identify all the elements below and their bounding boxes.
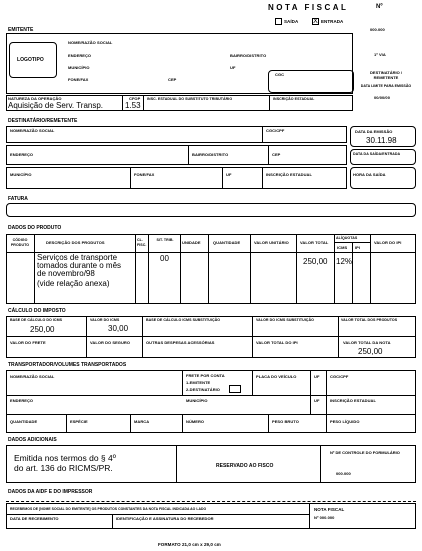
destinatario-section-title: DESTINATÁRIO/REMETENTE: [8, 118, 78, 124]
dest-municipio-label: MUNICÍPIO: [10, 172, 32, 177]
dest-row1: [6, 126, 347, 143]
fatura-section-title: FATURA: [8, 196, 28, 202]
recibo-data-label: DATA DE RECEBIMENTO: [10, 516, 59, 521]
transporte-section-title: TRANSPORTADOR/VOLUMES TRANSPORTADOS: [8, 362, 127, 368]
natureza-label: NATUREZA DA OPERAÇÃO: [8, 96, 62, 101]
divider: [269, 95, 270, 111]
produto-desc-line: (vide relação anexa): [37, 279, 110, 288]
divider: [130, 414, 131, 433]
divider: [176, 445, 177, 483]
emitente-nome-label: NOME/RAZÃO SOCIAL: [68, 40, 113, 45]
divider: [142, 316, 143, 337]
divider: [338, 316, 339, 337]
dest-row3: [6, 167, 347, 189]
divider: [326, 395, 327, 415]
serie-number: 000.000: [370, 27, 385, 32]
divider: [142, 336, 143, 358]
natureza-value: Aquisição de Serv. Transp.: [8, 101, 104, 110]
produto-desc-line: tomados durante o mês: [37, 261, 122, 270]
logotipo-placeholder: LOGOTIPO: [17, 57, 44, 63]
placa-label: PLACA DO VEÍCULO: [256, 374, 297, 379]
divider: [86, 316, 87, 337]
transp-municipio-label: MUNICÍPIO: [186, 398, 208, 403]
reservado-fisco: RESERVADO AO FISCO: [216, 463, 274, 469]
entrada-mark: X: [313, 18, 318, 25]
adicionais-section-title: DADOS ADICIONAIS: [8, 437, 57, 443]
hora-box: [350, 167, 416, 189]
divider: [310, 395, 311, 415]
divider: [250, 234, 251, 304]
divider: [252, 316, 253, 337]
transp-endereco-label: ENDEREÇO: [10, 398, 34, 403]
divider: [310, 370, 311, 396]
seguro-label: VALOR DO SEGURO: [90, 340, 131, 345]
divider: [182, 370, 183, 396]
emissao-label: DATA DA EMISSÃO: [355, 129, 393, 134]
divider: [334, 234, 335, 304]
via-label: 1ª VIA: [374, 52, 386, 57]
produto-desc-line: de novembro/98: [37, 269, 95, 278]
nota-number-label: Nº: [376, 4, 383, 10]
ipi-total-label: VALOR TOTAL DO IPI: [256, 340, 298, 345]
divider: [338, 336, 339, 358]
base-icms-label: BASE DE CÁLCULO DO ICMS: [10, 318, 63, 322]
adicionais-text-line: do art. 136 do RICMS/PR.: [14, 463, 113, 473]
emitente-uf-label: UF: [230, 65, 236, 70]
divider: [320, 445, 321, 483]
divider: [370, 234, 371, 304]
produto-sittrib: 00: [160, 254, 169, 263]
nota-fiscal-title: NOTA FISCAL: [268, 3, 349, 12]
transp-especie-label: ESPÉCIE: [70, 419, 88, 424]
transp-peso-bruto-label: PESO BRUTO: [272, 419, 299, 424]
col-clfisc: CL. FISC.: [137, 238, 147, 247]
divider: [326, 370, 327, 396]
cfop-label: CFOP: [129, 96, 141, 101]
divider: [262, 167, 263, 189]
divider: [252, 336, 253, 358]
divider: [188, 145, 189, 165]
divider: [268, 145, 269, 165]
insc-st-label: INSC. ESTADUAL DO SUBSTITUTO TRIBUTÁRIO: [147, 97, 233, 101]
divider: [66, 414, 67, 433]
transp-uf-label: UF: [314, 374, 320, 379]
transp-numero-label: NÚMERO: [186, 419, 205, 424]
divider: [208, 234, 209, 304]
emitente-cgc-label: CGC: [275, 72, 285, 77]
emissao-value: 30.11.98: [366, 136, 397, 145]
transp-insc-label: INSCRIÇÃO ESTADUAL: [330, 398, 376, 403]
base-sub-label: BASE DE CÁLCULO ICMS SUBSTITUIÇÃO: [146, 318, 221, 322]
transp-qtd-label: QUANTIDADE: [10, 419, 38, 424]
divider: [182, 414, 183, 433]
frete-opcao-2: 2-DESTINATÁRIO: [186, 387, 220, 392]
frete-input[interactable]: [229, 385, 241, 393]
aidf-section-title: DADOS DA AIDF E DO IMPRESSOR: [8, 489, 93, 495]
divider: [326, 414, 327, 433]
recibo-ident-label: IDENTIFICAÇÃO E ASSINATURA DO RECEBEDOR: [116, 516, 214, 521]
valor-icms-label: VALOR DO ICMS: [90, 318, 120, 322]
divider: [6, 514, 309, 515]
transp-uf2-label: UF: [314, 398, 320, 403]
fatura-box: [6, 203, 416, 217]
transp-nome-label: NOME/RAZÃO SOCIAL: [10, 374, 55, 379]
divider: [268, 414, 269, 433]
dest-bairro-label: BAIRRO/DISTRITO: [192, 152, 229, 157]
produto-vtotal: 250,00: [303, 257, 328, 266]
emitente-cep-label: CEP: [168, 77, 177, 82]
entrada-label: ENTRADA: [321, 19, 344, 24]
produto-icms: 12%: [336, 257, 353, 266]
frete-conta-label: FRETE POR CONTA: [186, 373, 225, 378]
dest-row2: [6, 145, 347, 165]
dest-fone-label: FONE/FAX: [134, 172, 155, 177]
recibo-text: RECEBEMOS DE [NOME SOCIAL DO EMITENTE] OS PRODUTOS CONSTANTES DA NOTA FISCAL INDICADA AO LADO: [10, 507, 207, 511]
formato-label: FORMATO 21,0 cm x 29,0 cm: [158, 542, 221, 547]
divider: [252, 370, 253, 396]
col-icms: ICMS: [337, 245, 348, 250]
transp-marca-label: MARCA: [134, 419, 150, 424]
col-quantidade: QUANTIDADE: [213, 240, 241, 245]
col-vunit: VALOR UNITÁRIO: [254, 240, 289, 245]
emitente-endereco-label: ENDEREÇO: [68, 53, 92, 58]
divider: [86, 336, 87, 358]
nota-total-label: VALOR TOTAL DA NOTA: [343, 340, 391, 345]
col-sittrib: SIT. TRIB.: [156, 238, 174, 242]
divider: [262, 126, 263, 143]
divider: [34, 234, 35, 304]
divider: [112, 514, 113, 529]
divider: [143, 95, 144, 111]
cfop-value: 1.53: [125, 101, 141, 110]
col-descricao: DESCRIÇÃO DOS PRODUTOS: [46, 240, 105, 245]
produto-desc-line: Serviços de transporte: [37, 253, 118, 262]
recibo-nf-value: Nº 000.000: [314, 515, 335, 520]
dashed-divider: [6, 501, 416, 502]
frete-label: VALOR DO FRETE: [10, 340, 46, 345]
emitente-municipio-label: MUNICÍPIO: [68, 65, 90, 70]
emitente-fone-label: FONE/FAX: [68, 77, 89, 82]
col-vipi: VALOR DO IPI: [374, 240, 402, 245]
col-ipi: IPI: [355, 245, 361, 250]
dest-cgc-label: CGC/CPF: [266, 128, 285, 133]
emitente-bairro-label: BAIRRO/DISTRITO: [230, 53, 267, 58]
emitente-section-title: EMITENTE: [8, 27, 34, 33]
data-limite-value: 00/00/00: [374, 95, 390, 100]
valor-prod-label: VALOR TOTAL DOS PRODUTOS: [341, 318, 398, 322]
divider: [122, 95, 123, 111]
frete-opcao-1: 1-EMITENTE: [186, 380, 211, 385]
data-limite-label: DATA LIMITE PARA EMISSÃO: [360, 84, 412, 88]
divider: [130, 167, 131, 189]
divider: [309, 503, 310, 529]
adicionais-text-line: Emitida nos termos do § 4º: [14, 453, 116, 463]
nota-total-value: 250,00: [358, 347, 383, 356]
transp-peso-liq-label: PESO LÍQUIDO: [330, 419, 360, 424]
divider: [148, 234, 149, 304]
transp-cgc-label: CGC/CPF: [330, 374, 349, 379]
saida-data-label: DATA DA SAÍDA/ENTRADA: [353, 152, 401, 156]
base-icms-value: 250,00: [30, 325, 55, 334]
controle-label: Nº DE CONTROLE DO FORMULÁRIO: [330, 450, 400, 455]
divider: [296, 234, 297, 304]
divider: [180, 234, 181, 304]
dest-endereco-label: ENDEREÇO: [10, 152, 34, 157]
divider: [222, 167, 223, 189]
col-vtotal: VALOR TOTAL: [300, 240, 329, 245]
col-unidade: UNIDADE: [182, 240, 201, 245]
dest-cep-label: CEP: [272, 152, 281, 157]
produtos-section-title: DADOS DO PRODUTO: [8, 225, 62, 231]
entrada-checkbox[interactable]: [312, 18, 319, 25]
saida-label: SAÍDA: [284, 19, 299, 24]
destinatario-via-label: DESTINATÁRIO / REMETENTE: [370, 70, 402, 80]
outras-label: OUTRAS DESPESAS ACESSÓRIAS: [146, 340, 215, 345]
dest-insc-label: INSCRIÇÃO ESTADUAL: [266, 172, 312, 177]
recibo-nf-label: NOTA FISCAL: [314, 507, 345, 512]
controle-value: 000.000: [336, 471, 351, 476]
imposto-section-title: CÁLCULO DO IMPOSTO: [8, 308, 66, 314]
divider: [352, 242, 353, 304]
saida-checkbox[interactable]: [275, 18, 282, 25]
divider: [135, 234, 136, 304]
col-codigo: CÓDIGO PRODUTO: [10, 238, 30, 247]
dest-uf-label: UF: [226, 172, 232, 177]
valor-icms-value: 30,00: [108, 324, 129, 333]
insc-est-label: INSCRIÇÃO ESTADUAL: [273, 97, 315, 101]
col-aliquotas: ALÍQUOTAS: [336, 236, 358, 240]
valor-sub-label: VALOR DO ICMS SUBSTITUIÇÃO: [256, 318, 314, 322]
hora-label: HORA DA SAÍDA: [353, 172, 386, 177]
dest-nome-label: NOME/RAZÃO SOCIAL: [10, 128, 55, 133]
